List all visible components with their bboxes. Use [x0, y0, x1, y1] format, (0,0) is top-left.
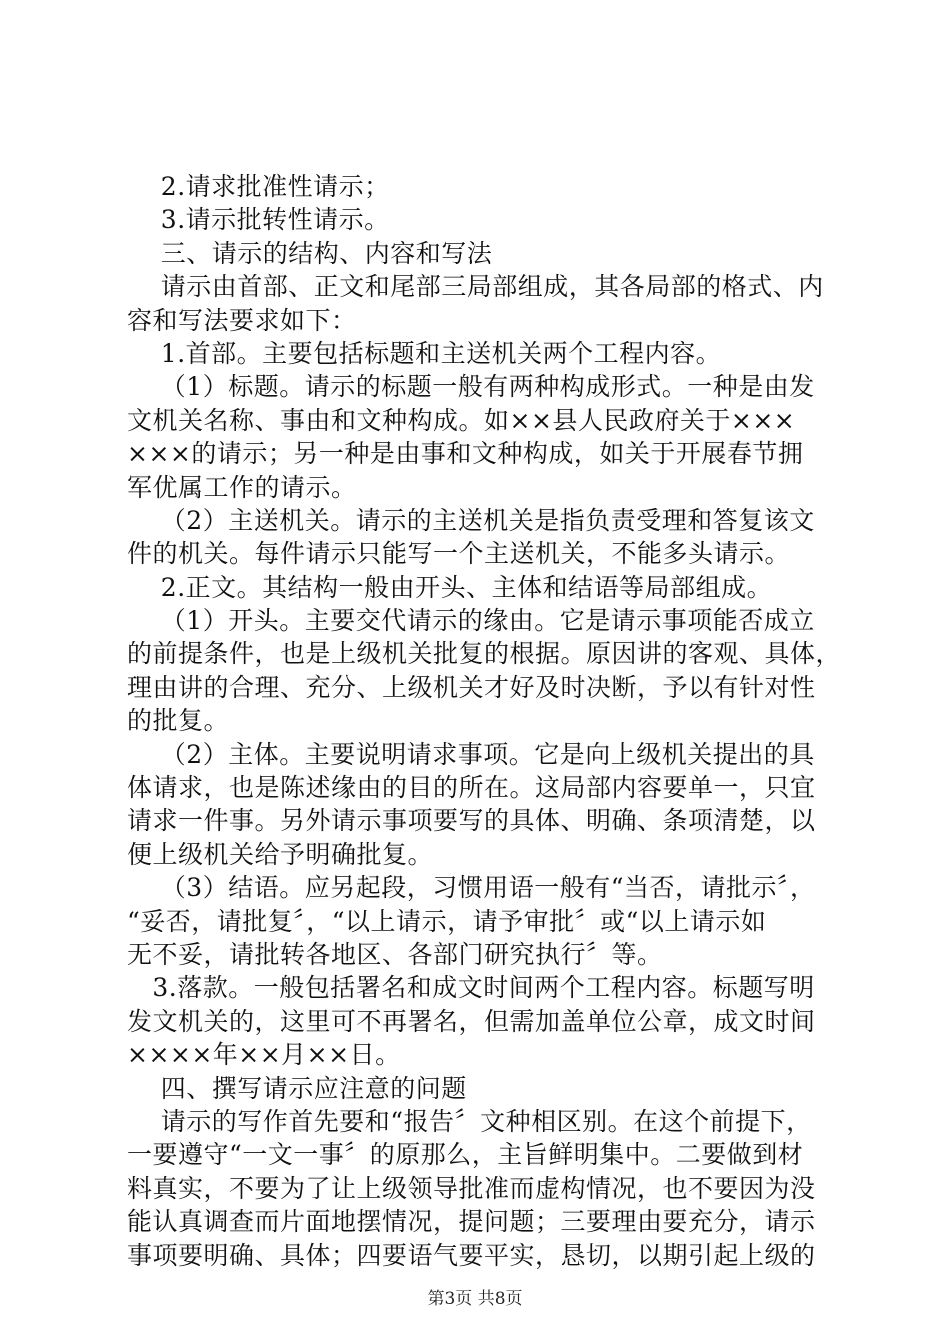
text-line: 三、请示的结构、内容和写法: [127, 238, 493, 268]
text-line: 能认真调查而片面地摆情况，提问题；三要理由要充分，请示: [127, 1207, 816, 1237]
text-line: （1）开头。主要交代请示的缘由。它是请示事项能否成立: [127, 606, 815, 636]
text-line: （2）主送机关。请示的主送机关是指负责受理和答复该文: [127, 505, 815, 535]
text-line: 四、撰写请示应注意的问题: [127, 1073, 467, 1103]
text-line: 的批复。: [127, 706, 230, 736]
text-line: ×××的请示；另一种是由事和文种构成，如关于开展春节拥: [127, 439, 804, 469]
text-line: 请示由首部、正文和尾部三局部组成，其各局部的格式、内: [127, 272, 824, 302]
text-line: 2.请求批准性请示；: [127, 172, 390, 201]
text-line: （1）标题。请示的标题一般有两种构成形式。一种是由发: [127, 372, 815, 402]
text-line: 料真实，不要为了让上级领导批准而虚构情况，也不要因为没: [127, 1173, 816, 1203]
text-line: “妥否，请批复〞，“以上请示，请予审批〞或“以上请示如: [127, 906, 767, 936]
text-line: （3）结语。应另起段，习惯用语一般有“当否，请批示〞，: [127, 873, 816, 903]
page-number-footer: 第3页 共8页: [427, 1289, 523, 1309]
text-line: 3.落款。一般包括署名和成文时间两个工程内容。标题写明: [127, 973, 815, 1003]
text-line: 请求一件事。另外请示事项要写的具体、明确、条项清楚，以: [127, 806, 816, 836]
text-line: 文机关名称、事由和文种构成。如××县人民政府关于×××: [127, 405, 796, 435]
text-line: 件的机关。每件请示只能写一个主送机关，不能多头请示。: [127, 539, 791, 569]
text-line: 无不妥，请批转各地区、各部门研究执行〞等。: [127, 939, 663, 969]
text-line: 的前提条件，也是上级机关批复的根据。原因讲的客观、具体，: [127, 639, 842, 669]
text-line: 一要遵守“一文一事〞的原那么，主旨鲜明集中。二要做到材: [127, 1140, 804, 1170]
text-line: 2.正文。其结构一般由开头、主体和结语等局部组成。: [127, 572, 773, 602]
text-line: ××××年××月××日。: [127, 1040, 401, 1070]
text-line: 便上级机关给予明确批复。: [127, 839, 434, 869]
text-line: 事项要明确、具体；四要语气要平实，恳切，以期引起上级的: [127, 1240, 816, 1270]
text-line: 理由讲的合理、充分、上级机关才好及时决断，予以有针对性: [127, 672, 816, 702]
text-line: 体请求，也是陈述缘由的目的所在。这局部内容要单一，只宜: [127, 773, 816, 803]
text-line: 发文机关的，这里可不再署名，但需加盖单位公章，成文时间: [127, 1006, 816, 1036]
text-line: 请示的写作首先要和“报告〞文种相区别。在这个前提下，: [127, 1106, 812, 1136]
text-line: 军优属工作的请示。: [127, 472, 357, 502]
text-line: 容和写法要求如下：: [127, 305, 357, 335]
text-line: （2）主体。主要说明请求事项。它是向上级机关提出的具: [127, 739, 815, 769]
text-line: 1.首部。主要包括标题和主送机关两个工程内容。: [127, 338, 722, 368]
document-body: [127, 170, 842, 1272]
text-line: 3.请示批转性请示。: [127, 205, 390, 235]
